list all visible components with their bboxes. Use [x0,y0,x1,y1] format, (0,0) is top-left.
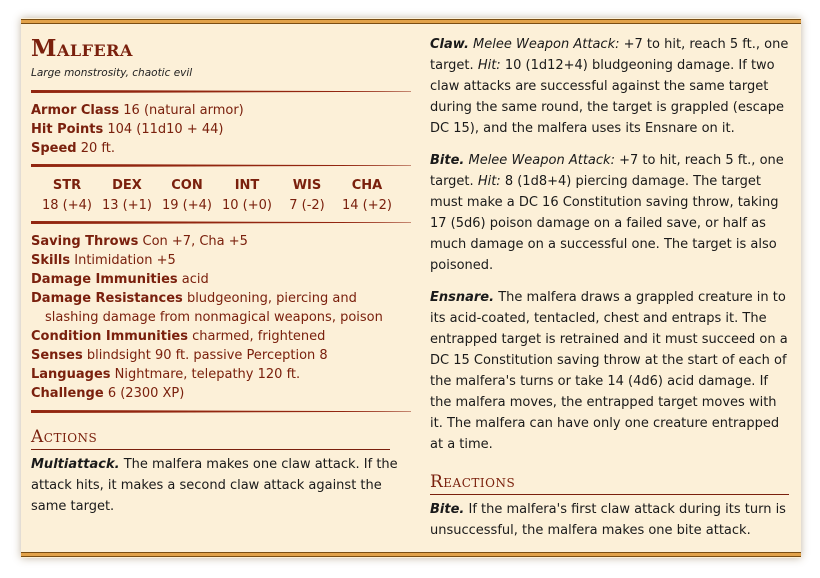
ability-scores [37,176,411,215]
skills: Skills Intimidation +5 [31,253,176,268]
ability-wis: WIS 7 (-2) [289,178,325,213]
reaction-bite: Bite. If the malfera's first claw attack during its turn is unsuccessful, the malfera makes one bite attack. [430,502,786,538]
ability-con: CON 19 (+4) [162,178,212,213]
action-ensnare: Ensnare. The malfera draws a grappled creature in to its acid-coated, tentacled, chest and entraps it. The entrapped target is retrained and it must succeed on a DC 15 Constitution saving throw at the start of each of the malfera's turns or take 14 (4d6) acid damage. If the malfera moves, the entrapped target moves with it. The malfera can have only one creature entrapped at a time. [430,290,788,452]
basic-stats [31,101,411,158]
challenge: Challenge 6 (2300 XP) [31,386,185,401]
ability-str: STR 18 (+4) [42,178,92,213]
armor-class: Armor Class 16 (natural armor) [31,103,244,118]
senses: Senses blindsight 90 ft. passive Perception 8 [31,348,328,363]
ability-dex: DEX 13 (+1) [102,178,152,213]
monster-type: Large monstrosity, chaotic evil [31,67,193,79]
action-multiattack: Multiattack. The malfera makes one claw attack. If the attack hits, it makes a second claw attack against the same target. [31,457,398,514]
right-column [430,34,792,541]
divider [31,164,411,167]
ability-int: INT 10 (+0) [222,178,272,213]
monster-name: Malfera [31,35,133,62]
condition-immunities: Condition Immunities charmed, frightened [31,329,326,344]
reactions-heading: Reactions [430,470,789,495]
action-claw: Claw. Melee Weapon Attack: +7 to hit, reach 5 ft., one target. Hit: 10 (1d12+4) bludgeoning damage. If two claw attacks are successful against the same target during the same round, the target is grappled (escape DC 15), and the malfera uses its Ensnare on it. [430,37,789,136]
detail-stats [31,232,411,403]
action-bite: Bite. Melee Weapon Attack: +7 to hit, reach 5 ft., one target. Hit: 8 (1d8+4) piercing damage. The target must make a DC 16 Constitution saving throw, taking 17 (5d6) poison damage on a failed save, or half as much damage on a successful one. The target is also poisoned. [430,153,784,273]
damage-resistances: Damage Resistances bludgeoning, piercing and slashing damage from nonmagical weapons, poison [31,291,383,325]
divider [31,221,411,224]
languages: Languages Nightmare, telepathy 120 ft. [31,367,301,382]
bottom-border [21,552,801,557]
left-column [31,34,411,517]
hit-points: Hit Points 104 (11d10 + 44) [31,122,224,137]
actions-heading: Actions [31,425,390,450]
divider [31,410,411,413]
top-border [21,19,801,24]
saving-throws: Saving Throws Con +7, Cha +5 [31,234,248,249]
speed: Speed 20 ft. [31,141,116,156]
stat-block-card [21,18,801,558]
ability-cha: CHA 14 (+2) [342,178,392,213]
damage-immunities: Damage Immunities acid [31,272,209,287]
divider [31,90,411,93]
